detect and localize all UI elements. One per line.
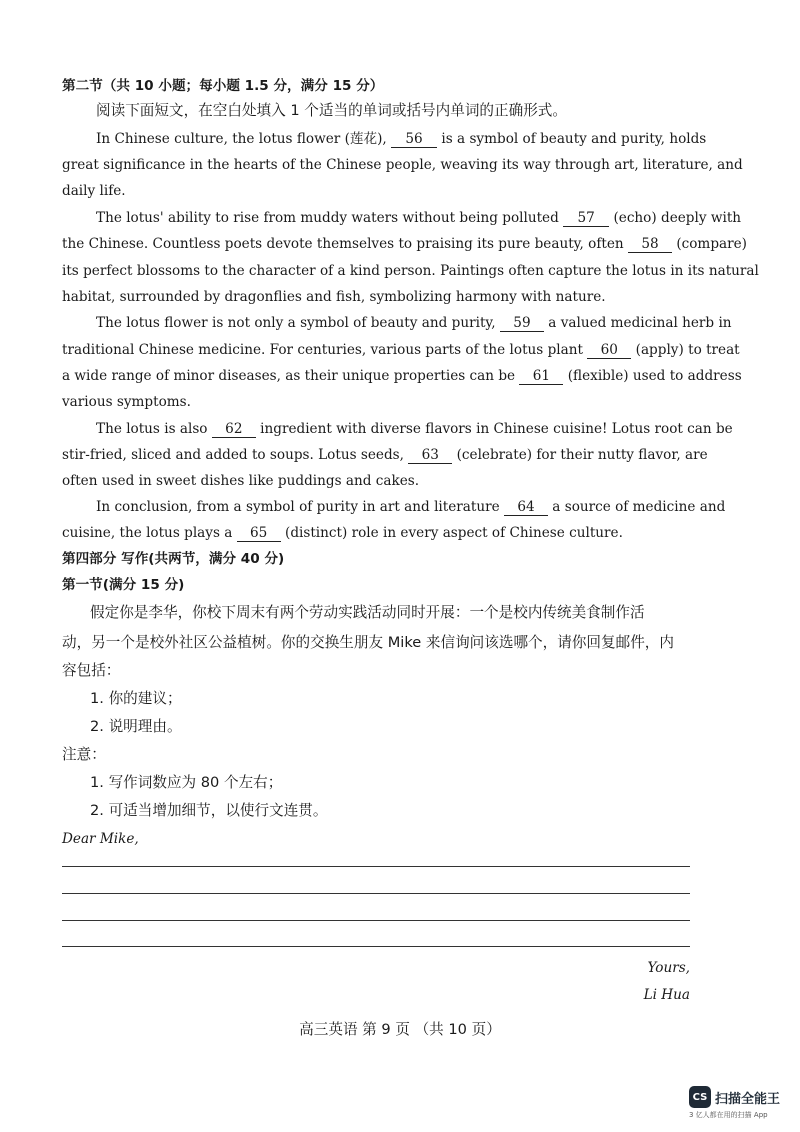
passage-text: the Chinese. Countless poets devote themselves to praising its pure beauty, often: [62, 236, 624, 252]
passage-line: [96, 313, 732, 333]
scanner-watermark: [689, 1086, 780, 1108]
letter-signature: Li Hua: [643, 987, 690, 1003]
passage-text: (celebrate) for their nutty flavor, are: [456, 447, 708, 463]
passage-text: The lotus' ability to rise from muddy waters without being polluted: [96, 210, 559, 226]
writing-line[interactable]: [62, 920, 690, 921]
passage-line: [96, 129, 707, 149]
passage-line: [96, 419, 733, 439]
passage-text: a source of medicine and: [552, 499, 726, 515]
answer-blank-60[interactable]: 60: [587, 342, 631, 359]
passage-line: daily life.: [62, 183, 126, 199]
watermark-name: 扫描全能王: [715, 1091, 781, 1107]
passage-line: [62, 234, 747, 254]
requirement-item: 2. 说明理由。: [90, 718, 182, 735]
writing-line[interactable]: [62, 866, 690, 867]
passage-text: (echo) deeply with: [613, 210, 742, 226]
passage-line: [62, 366, 742, 386]
passage-text: In Chinese culture, the lotus flower (莲花),: [96, 131, 387, 147]
answer-blank-64[interactable]: 64: [504, 499, 548, 516]
passage-line: its perfect blossoms to the character of a kind person. Paintings often capture the lotus in its natural: [62, 263, 759, 279]
note-label: 注意：: [62, 746, 106, 763]
passage-line: habitat, surrounded by dragonflies and fish, symbolizing harmony with nature.: [62, 289, 606, 305]
passage-line: [62, 445, 708, 465]
passage-line: [62, 523, 690, 543]
note-item: 2. 可适当增加细节，以使行文连贯。: [90, 802, 328, 819]
writing-prompt-line: 容包括：: [62, 662, 121, 679]
passage-line: often used in sweet dishes like puddings and cakes.: [62, 473, 420, 489]
passage-line: [96, 208, 742, 228]
passage-text: a valued medicinal herb in: [548, 315, 732, 331]
answer-blank-61[interactable]: 61: [519, 368, 563, 385]
writing-prompt-line: 动，另一个是校外社区公益植树。你的交换生朋友 Mike 来信询问该选哪个，请你回复邮件，内: [62, 634, 674, 651]
passage-text: In conclusion, from a symbol of purity in art and literature: [96, 499, 500, 515]
passage-text: stir-fried, sliced and added to soups. Lotus seeds,: [62, 447, 404, 463]
camscanner-logo-icon: CS: [689, 1086, 711, 1108]
watermark-tagline: 3 亿人都在用的扫描 App: [689, 1111, 768, 1119]
answer-blank-57[interactable]: 57: [563, 210, 609, 227]
section-heading: 第二节（共 10 小题；每小题 1.5 分，满分 15 分）: [62, 78, 384, 94]
answer-blank-59[interactable]: 59: [500, 315, 544, 332]
part-heading: 第四部分 写作(共两节，满分 40 分): [62, 551, 285, 567]
answer-blank-56[interactable]: 56: [391, 131, 437, 148]
note-item: 1. 写作词数应为 80 个左右；: [90, 774, 283, 791]
passage-text: The lotus is also: [96, 421, 208, 437]
answer-blank-62[interactable]: 62: [212, 421, 256, 438]
passage-text: ingredient with diverse flavors in Chinese cuisine! Lotus root can be: [260, 421, 733, 437]
section-instruction: 阅读下面短文，在空白处填入 1 个适当的单词或括号内单词的正确形式。: [96, 102, 567, 119]
writing-line[interactable]: [62, 893, 690, 894]
writing-line[interactable]: [62, 946, 690, 947]
letter-greeting: Dear Mike,: [62, 831, 139, 847]
requirement-item: 1. 你的建议；: [90, 690, 182, 707]
answer-blank-63[interactable]: 63: [408, 447, 452, 464]
passage-line: [62, 340, 740, 360]
answer-blank-65[interactable]: 65: [237, 525, 281, 542]
passage-line: great significance in the hearts of the Chinese people, weaving its way through art, literature, and: [62, 157, 743, 173]
writing-prompt-line: 假定你是李华，你校下周末有两个劳动实践活动同时开展：一个是校内传统美食制作活: [90, 604, 645, 621]
passage-text: (flexible) used to address: [567, 368, 742, 384]
passage-text: a wide range of minor diseases, as their unique properties can be: [62, 368, 516, 384]
passage-line: various symptoms.: [62, 394, 191, 410]
sub-heading: 第一节(满分 15 分): [62, 577, 185, 593]
passage-text: traditional Chinese medicine. For centuries, various parts of the lotus plant: [62, 342, 583, 358]
passage-text: (compare): [676, 236, 747, 252]
passage-text: The lotus flower is not only a symbol of beauty and purity,: [96, 315, 496, 331]
passage-text: (distinct) role in every aspect of Chinese culture.: [285, 525, 623, 541]
letter-closing: Yours,: [647, 960, 690, 976]
page-footer: 高三英语 第 9 页 （共 10 页）: [299, 1021, 501, 1038]
passage-line: [96, 497, 726, 517]
passage-text: is a symbol of beauty and purity, holds: [441, 131, 707, 147]
answer-blank-58[interactable]: 58: [628, 236, 672, 253]
passage-text: (apply) to treat: [635, 342, 740, 358]
passage-text: cuisine, the lotus plays a: [62, 525, 233, 541]
